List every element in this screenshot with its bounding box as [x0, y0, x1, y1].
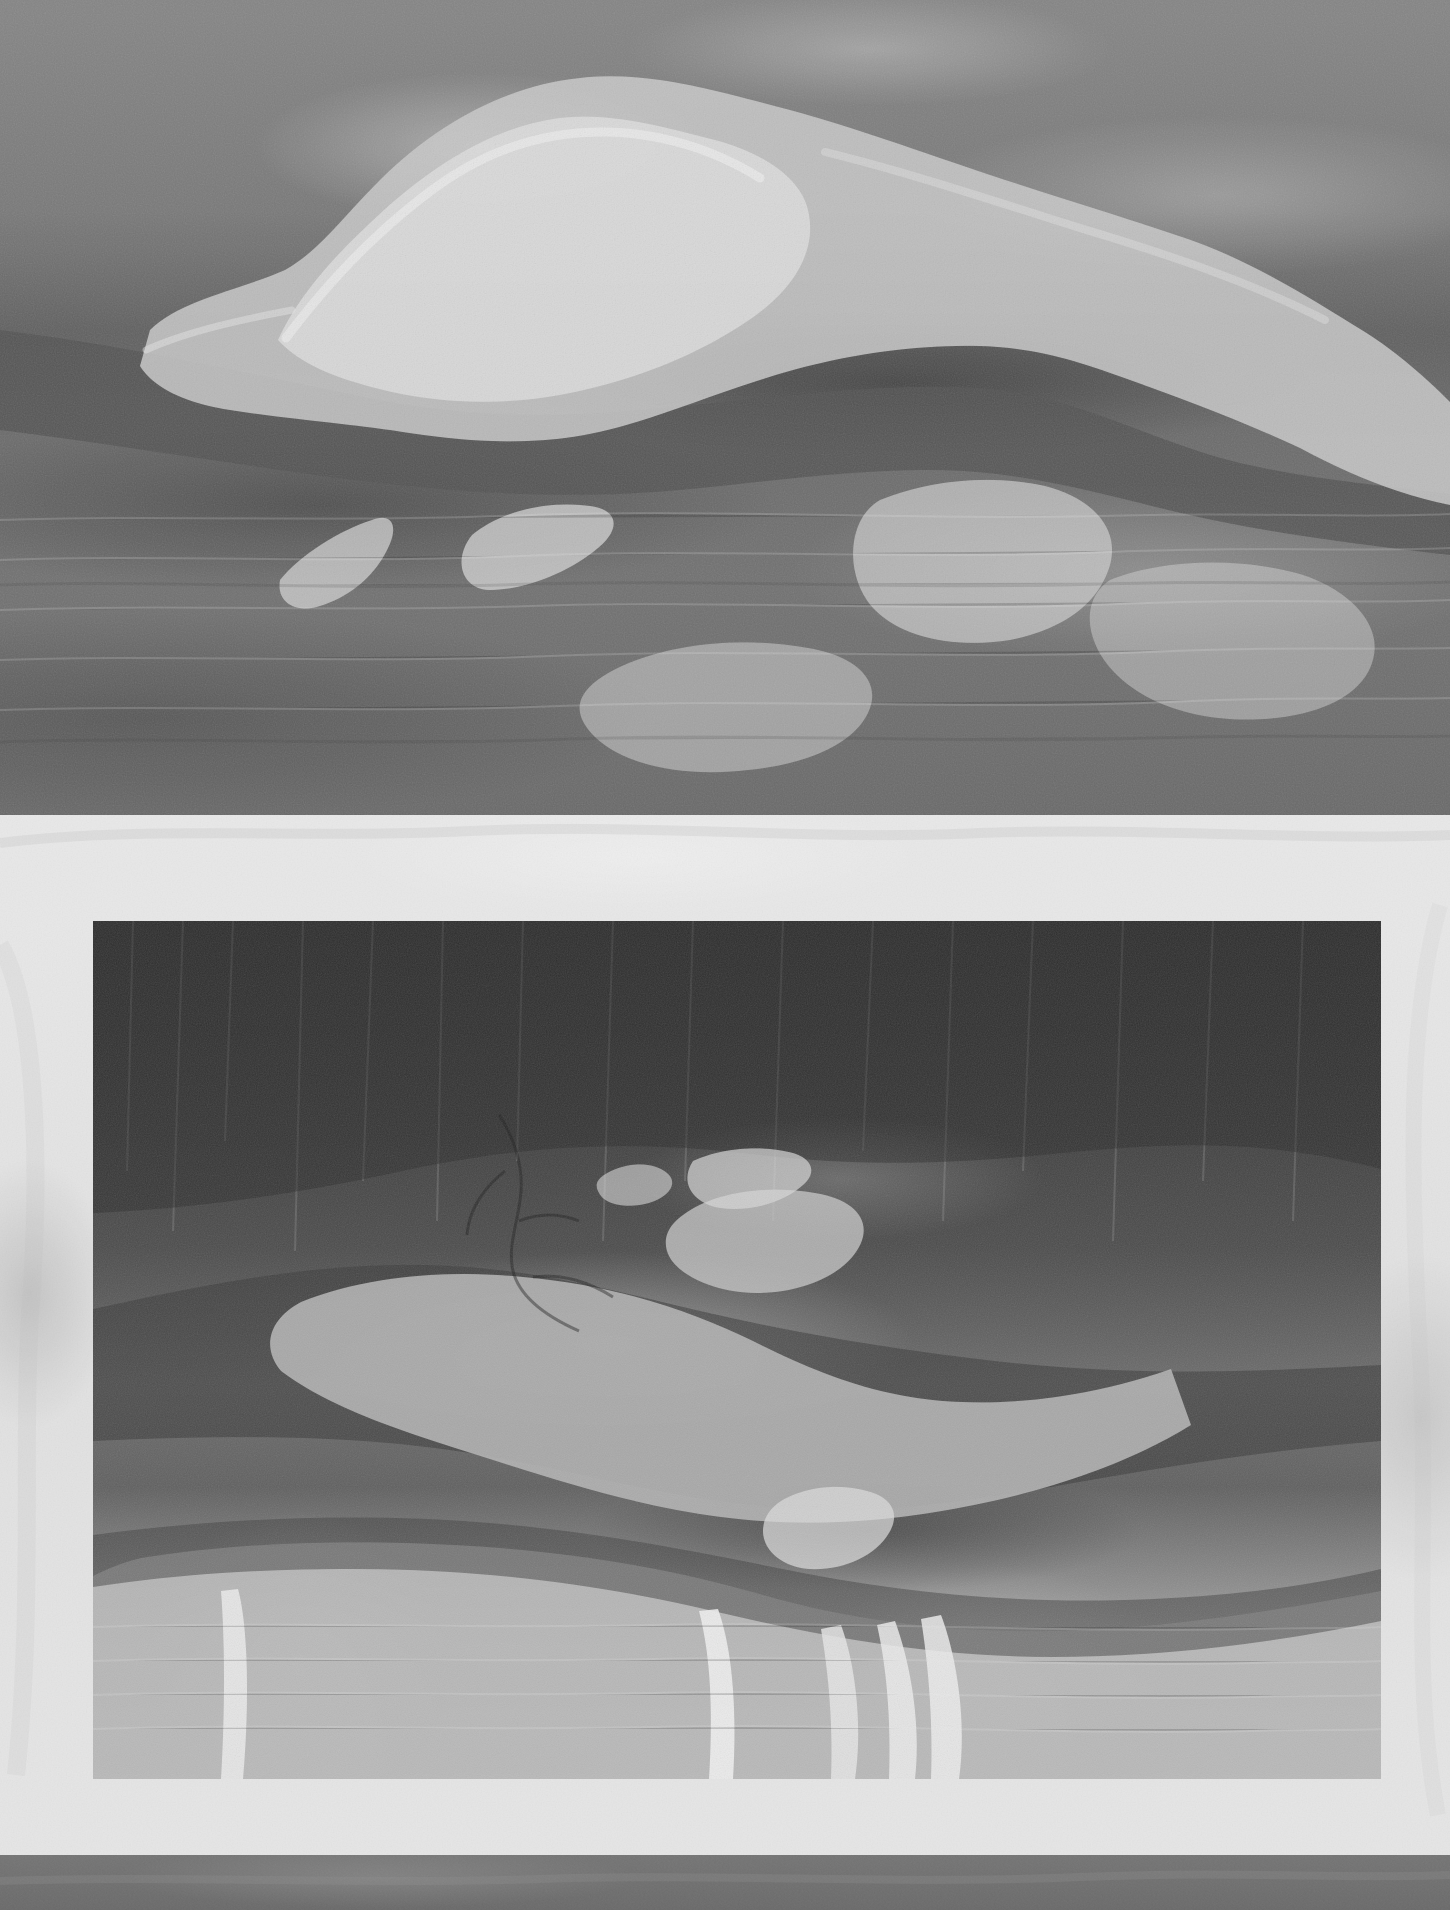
bottom-texture-band — [0, 1855, 1450, 1910]
bottom-texture-art — [0, 1855, 1450, 1910]
top-texture-band — [0, 0, 1450, 815]
top-texture-art — [0, 0, 1450, 815]
central-photo-art — [93, 921, 1381, 1779]
central-photo — [93, 921, 1381, 1779]
